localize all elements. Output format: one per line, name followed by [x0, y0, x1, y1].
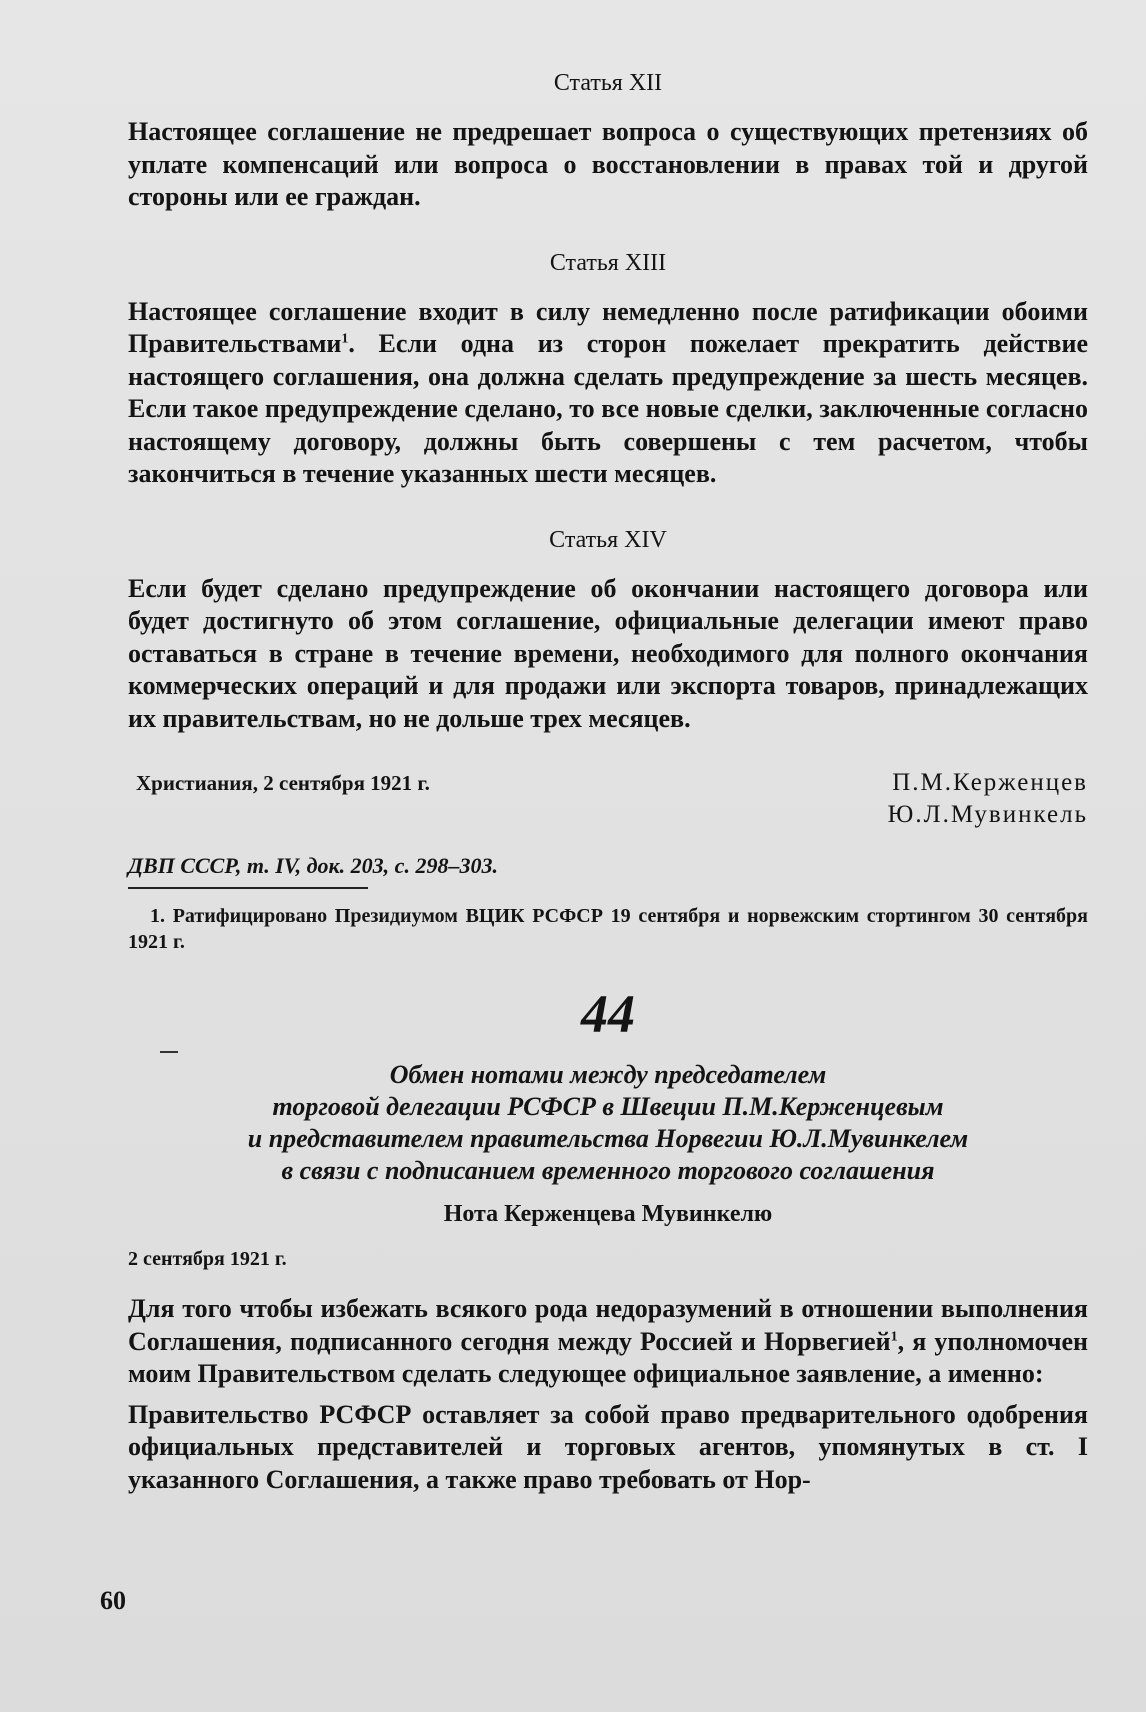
document-number: 44: [581, 984, 635, 1044]
title-line-2: торговой делегации РСФСР в Швеции П.М.Керженцевым: [272, 1092, 944, 1121]
note-paragraph-2: Правительство РСФСР оставляет за собой право предварительного одобрения официальных представителей и торговых агентов, упомянутых в ст. I указанного Соглашения, а также право требовать от Нор-: [128, 1399, 1088, 1494]
note-date: 2 сентября 1921 г.: [128, 1248, 287, 1270]
document-title: [128, 1059, 1088, 1187]
article-13-text: [128, 296, 1088, 491]
note-paragraph-1: [128, 1293, 1088, 1391]
footnote-ref-1: 1: [341, 331, 349, 347]
footnote: 1. Ратифицировано Президиумом ВЦИК РСФСР 19 сентября и норвежским стортингом 30 сентября 1921 г.: [128, 905, 1088, 953]
title-line-3: и представителем правительства Норвегии Ю.Л.Мувинкелем: [247, 1124, 969, 1153]
page-content: [128, 68, 1088, 1496]
article-13-text-part1: Настоящее соглашение входит в силу немедленно после ратификации обоими Правительствами: [128, 296, 1088, 358]
article-13-text-part2: . Если одна из сторон пожелает прекратить действие настоящего соглашения, она должна сделать предупреждение за шесть месяцев. Если такое предупреждение сделано, то все новые сделки, заключенные согласно настоящему договору, должны быть совершены с тем расчетом, чтобы закончиться в течение указанных шести месяцев.: [128, 329, 1088, 488]
signer-kerzhentsev: П.М.Керженцев: [892, 769, 1088, 796]
article-13-heading: Статья XIII: [549, 249, 667, 276]
page-number: 60: [100, 1586, 126, 1615]
footnote-divider: [128, 887, 368, 889]
article-12-heading: Статья XII: [553, 70, 663, 96]
article-14-text: Если будет сделано предупреждение об окончании настоящего договора или будет достигнуто об этом соглашение, официальные делегации имеют право оставаться в стране в течение времени, необходимого для полного окончания коммерческих операций и для продажи или экспорта товаров, принадлежащих их правительствам, но не дольше трех месяцев.: [128, 573, 1088, 733]
signer-muvinkel: Ю.Л.Мувинкель: [887, 801, 1088, 828]
margin-dash: [160, 1051, 178, 1053]
footnote-ref-note: 1: [890, 1328, 898, 1344]
title-line-4: в связи с подписанием временного торгового соглашения: [281, 1156, 935, 1185]
article-14-heading: Статья XIV: [549, 526, 667, 553]
place-and-date: Христиания, 2 сентября 1921 г.: [136, 771, 430, 795]
source-reference: ДВП СССР, т. IV, док. 203, с. 298–303.: [128, 853, 498, 878]
title-line-1: Обмен нотами между председателем: [389, 1060, 827, 1089]
note-subtitle: Нота Керженцева Мувинкелю: [443, 1201, 773, 1227]
signature-block: [128, 769, 1088, 835]
note-paragraph-1-part1: Для того чтобы избежать всякого рода недоразумений в отношении выполнения Соглашения, подписанного сегодня между Россией и Норвегией: [128, 1294, 1088, 1356]
note-paragraph-1-part2: , я уполномочен моим Правительством сделать следующее официальное заявление, а именно:: [128, 1326, 1089, 1388]
article-12-text: Настоящее соглашение не предрешает вопроса о существующих претензиях об уплате компенсаций или вопроса о восстановлении в правах той и другой стороны или ее граждан.: [128, 117, 1088, 211]
